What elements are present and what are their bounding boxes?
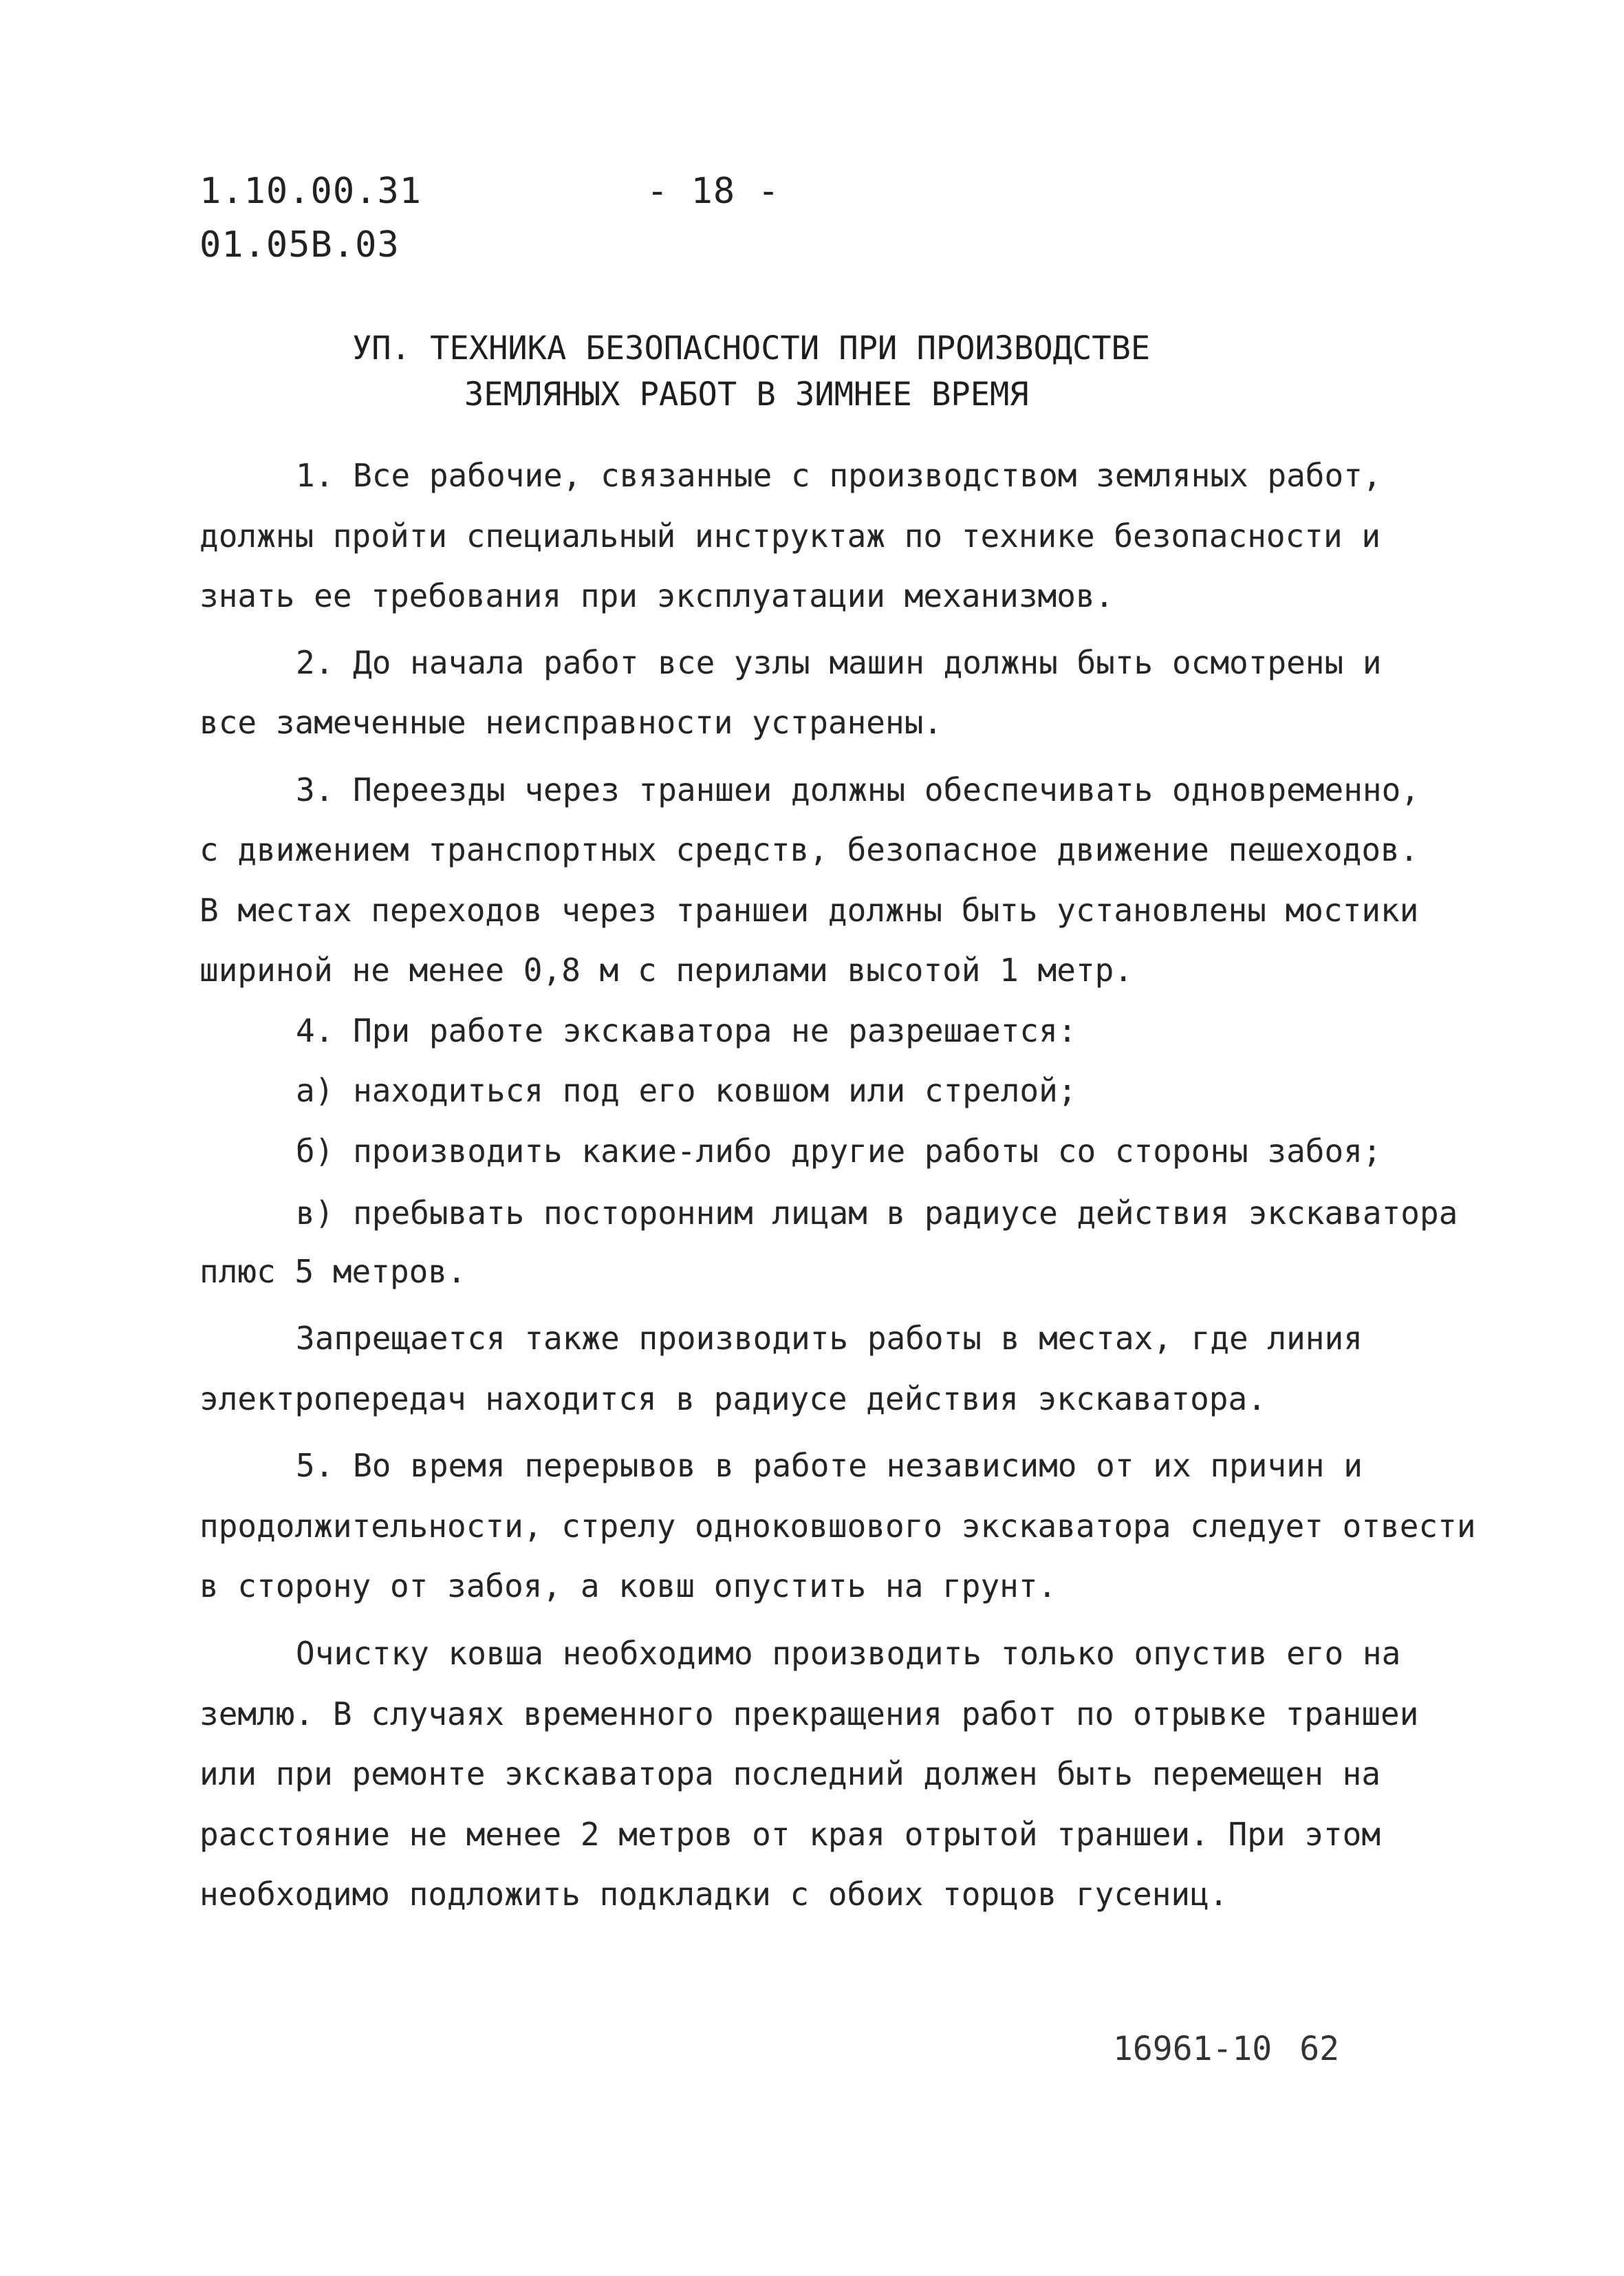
body-line: землю. В случаях временного прекращения работ по отрывке траншеи — [199, 1695, 1419, 1732]
footer-doc-number: 16961-10 — [1113, 2030, 1273, 2068]
body-line: шириной не менее 0,8 м с перилами высотой 1 метр. — [199, 952, 1134, 989]
section-title-line-1: УП. ТЕХНИКА БЕЗОПАСНОСТИ ПРИ ПРОИЗВОДСТВЕ — [352, 330, 1151, 367]
body-line: знать ее требования при эксплуатации механизмов. — [199, 577, 1114, 614]
body-line: должны пройти специальный инструктаж по технике безопасности и — [199, 517, 1381, 555]
body-line: 4. При работе экскаватора не разрешается: — [296, 1012, 1077, 1049]
body-line: в) пребывать посторонним лицам в радиусе действия экскаватора — [296, 1194, 1458, 1232]
footer-sheet-number: 62 — [1299, 2030, 1339, 2068]
body-line: с движением транспортных средств, безопасное движение пешеходов. — [199, 831, 1419, 868]
document-code-2: 01.05В.03 — [199, 224, 400, 266]
document-code-1: 1.10.00.31 — [199, 171, 422, 212]
body-line: плюс 5 метров. — [199, 1253, 466, 1290]
body-line: 1. Все рабочие, связанные с производством земляных работ, — [296, 457, 1382, 494]
body-line: 2. До начала работ все узлы машин должны быть осмотрены и — [296, 644, 1382, 681]
body-line: а) находиться под его ковшом или стрелой; — [296, 1072, 1077, 1109]
body-line: 3. Переезды через траншеи должны обеспечивать одновременно, — [296, 771, 1420, 808]
body-line: в сторону от забоя, а ковш опустить на грунт. — [199, 1567, 1057, 1604]
body-line: 5. Во время перерывов в работе независимо от их причин и — [296, 1447, 1363, 1484]
body-line: расстояние не менее 2 метров от края отрытой траншеи. При этом — [199, 1816, 1381, 1853]
body-line: б) производить какие-либо другие работы со стороны забоя; — [296, 1132, 1382, 1170]
body-line: электропередач находится в радиусе действия экскаватора. — [199, 1380, 1266, 1417]
body-line: все замеченные неисправности устранены. — [199, 704, 943, 741]
body-line: Очистку ковша необходимо производить только опустив его на — [296, 1635, 1401, 1672]
body-line: Запрещается также производить работы в местах, где линия — [296, 1320, 1363, 1357]
body-line: необходимо подложить подкладки с обоих торцов гусениц. — [199, 1876, 1228, 1913]
body-line: или при ремонте экскаватора последний должен быть перемещен на — [199, 1755, 1381, 1792]
footer-reference — [1113, 2030, 1339, 2068]
section-title-line-2: ЗЕМЛЯНЫХ РАБОТ В ЗИМНЕЕ ВРЕМЯ — [464, 376, 1029, 414]
page-number: - 18 - — [647, 171, 780, 212]
body-line: В местах переходов через траншеи должны быть установлены мостики — [199, 892, 1419, 929]
body-line: продолжительности, стрелу одноковшового экскаватора следует отвести — [199, 1507, 1476, 1545]
